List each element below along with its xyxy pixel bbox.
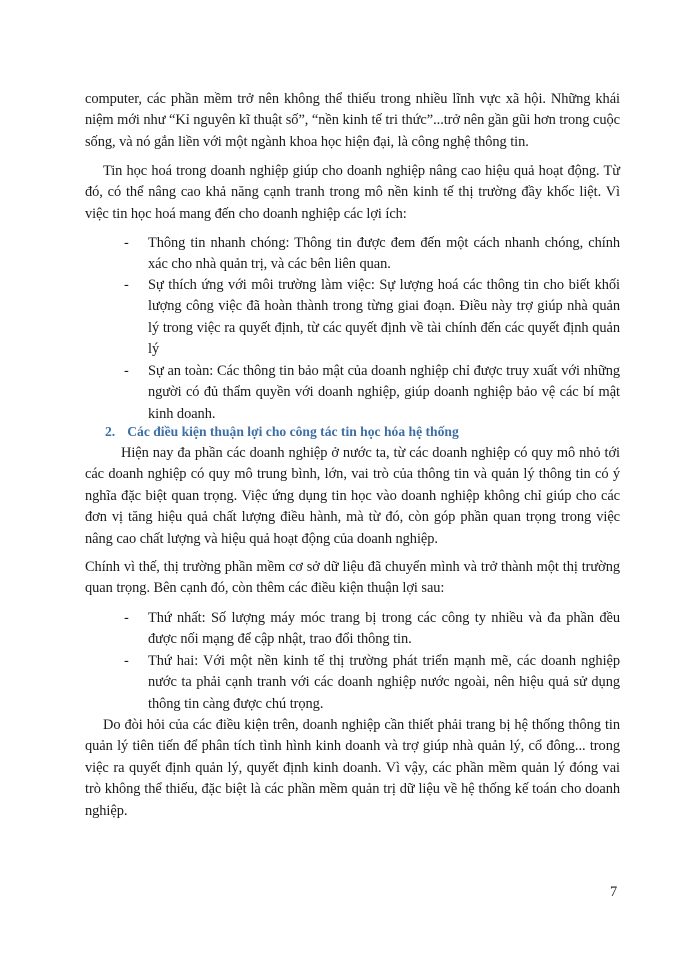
bullet-text: Thứ nhất: Số lượng máy móc trang bị trong các công ty nhiều và đa phần đều được nối mạng để cập nhật, trao đổi thông tin. xyxy=(148,610,620,648)
bullet-dash: - xyxy=(124,363,129,379)
section-heading xyxy=(105,424,459,440)
paragraph-intro: computer, các phần mềm trở nên không thể thiếu trong nhiều lĩnh vực xã hội. Những khái niệm mới như “Kỉ nguyên kĩ thuật số”, “nền kinh tế tri thức”...trở nên gần gũi hơn trong cuộc sống, và nó gắn liền với một ngành khoa học hiện đại, là công nghệ thông tin. xyxy=(85,91,620,150)
section-title: Các điều kiện thuận lợi cho công tác tin học hóa hệ thống xyxy=(127,424,459,439)
paragraph-hien-nay: Hiện nay đa phần các doanh nghiệp ở nước ta, từ các doanh nghiệp có quy mô nhỏ tới các doanh nghiệp có quy mô trung bình, lớn, vai trò của thông tin và quản lý thông tin có ý nghĩa đặc biệt quan trọng. Việc ứng dụng tin học vào doanh nghiệp không chỉ giúp cho các đơn vị tăng hiệu quả chất lượng điều hành, mà từ đó, còn góp phần quan trọng trong việc nâng cao chất lượng và hiệu quả hoạt động của doanh nghiệp. xyxy=(85,445,620,547)
bullet-item xyxy=(124,651,620,715)
bullet-text: Sự an toàn: Các thông tin bảo mật của doanh nghiệp chỉ được truy xuất với những người có đủ thẩm quyền với doanh nghiệp, giúp doanh nghiệp bảo vệ các bí mật kinh doanh. xyxy=(148,363,620,422)
bullet-dash: - xyxy=(124,277,129,293)
bullet-item xyxy=(124,233,620,276)
bullet-text: Thứ hai: Với một nền kinh tế thị trường phát triển mạnh mẽ, các doanh nghiệp nước ta phải cạnh tranh với các doanh nghiệp nước ngoài, nên hiệu quả sử dụng thông tin càng được chú trọng. xyxy=(148,653,620,712)
bullet-text: Thông tin nhanh chóng: Thông tin được đem đến một cách nhanh chóng, chính xác cho nhà quản trị, và các bên liên quan. xyxy=(148,235,620,273)
paragraph-tin-hoc-hoa: Tin học hoá trong doanh nghiệp giúp cho doanh nghiệp nâng cao hiệu quả hoạt động. Từ đó, có thể nâng cao khả năng cạnh tranh trong mô nền kinh tế thị trường đầy khốc liệt. Vì việc tin học hoá mang đến cho doanh nghiệp các lợi ích: xyxy=(85,163,620,222)
bullet-item xyxy=(124,275,620,361)
bullet-item xyxy=(124,608,620,651)
bullet-dash: - xyxy=(124,235,129,251)
section-number: 2. xyxy=(105,424,116,439)
bullet-dash: - xyxy=(124,653,129,669)
page-number: 7 xyxy=(610,884,618,900)
bullet-text: Sự thích ứng với môi trường làm việc: Sự lượng hoá các thông tin cho biết khối lượng công việc đã hoàn thành trong từng giai đoạn. Điều này trợ giúp nhà quản lý trong việc ra quyết định, từ các quyết định về tài chính đến các quyết định quản lý xyxy=(148,277,620,358)
bullet-dash: - xyxy=(124,610,129,626)
paragraph-chinh-vi-the: Chính vì thế, thị trường phần mềm cơ sở dữ liệu đã chuyển mình và trở thành một thị trường quan trọng. Bên cạnh đó, còn thêm các điều kiện thuận lợi sau: xyxy=(85,559,620,597)
paragraph-do-doi-hoi: Do đòi hỏi của các điều kiện trên, doanh nghiệp cần thiết phải trang bị hệ thống thông tin quản lý tiên tiến để phân tích tình hình kinh doanh và trợ giúp nhà quản lý, cổ đông... trong việc ra quyết định quản lý, quyết định kinh doanh. Vì vậy, các phần mềm quản lý đóng vai trò không thể thiếu, đặc biệt là các phần mềm quản trị dữ liệu về hệ thống kế toán cho doanh nghiệp. xyxy=(85,717,620,819)
bullet-item xyxy=(124,361,620,425)
